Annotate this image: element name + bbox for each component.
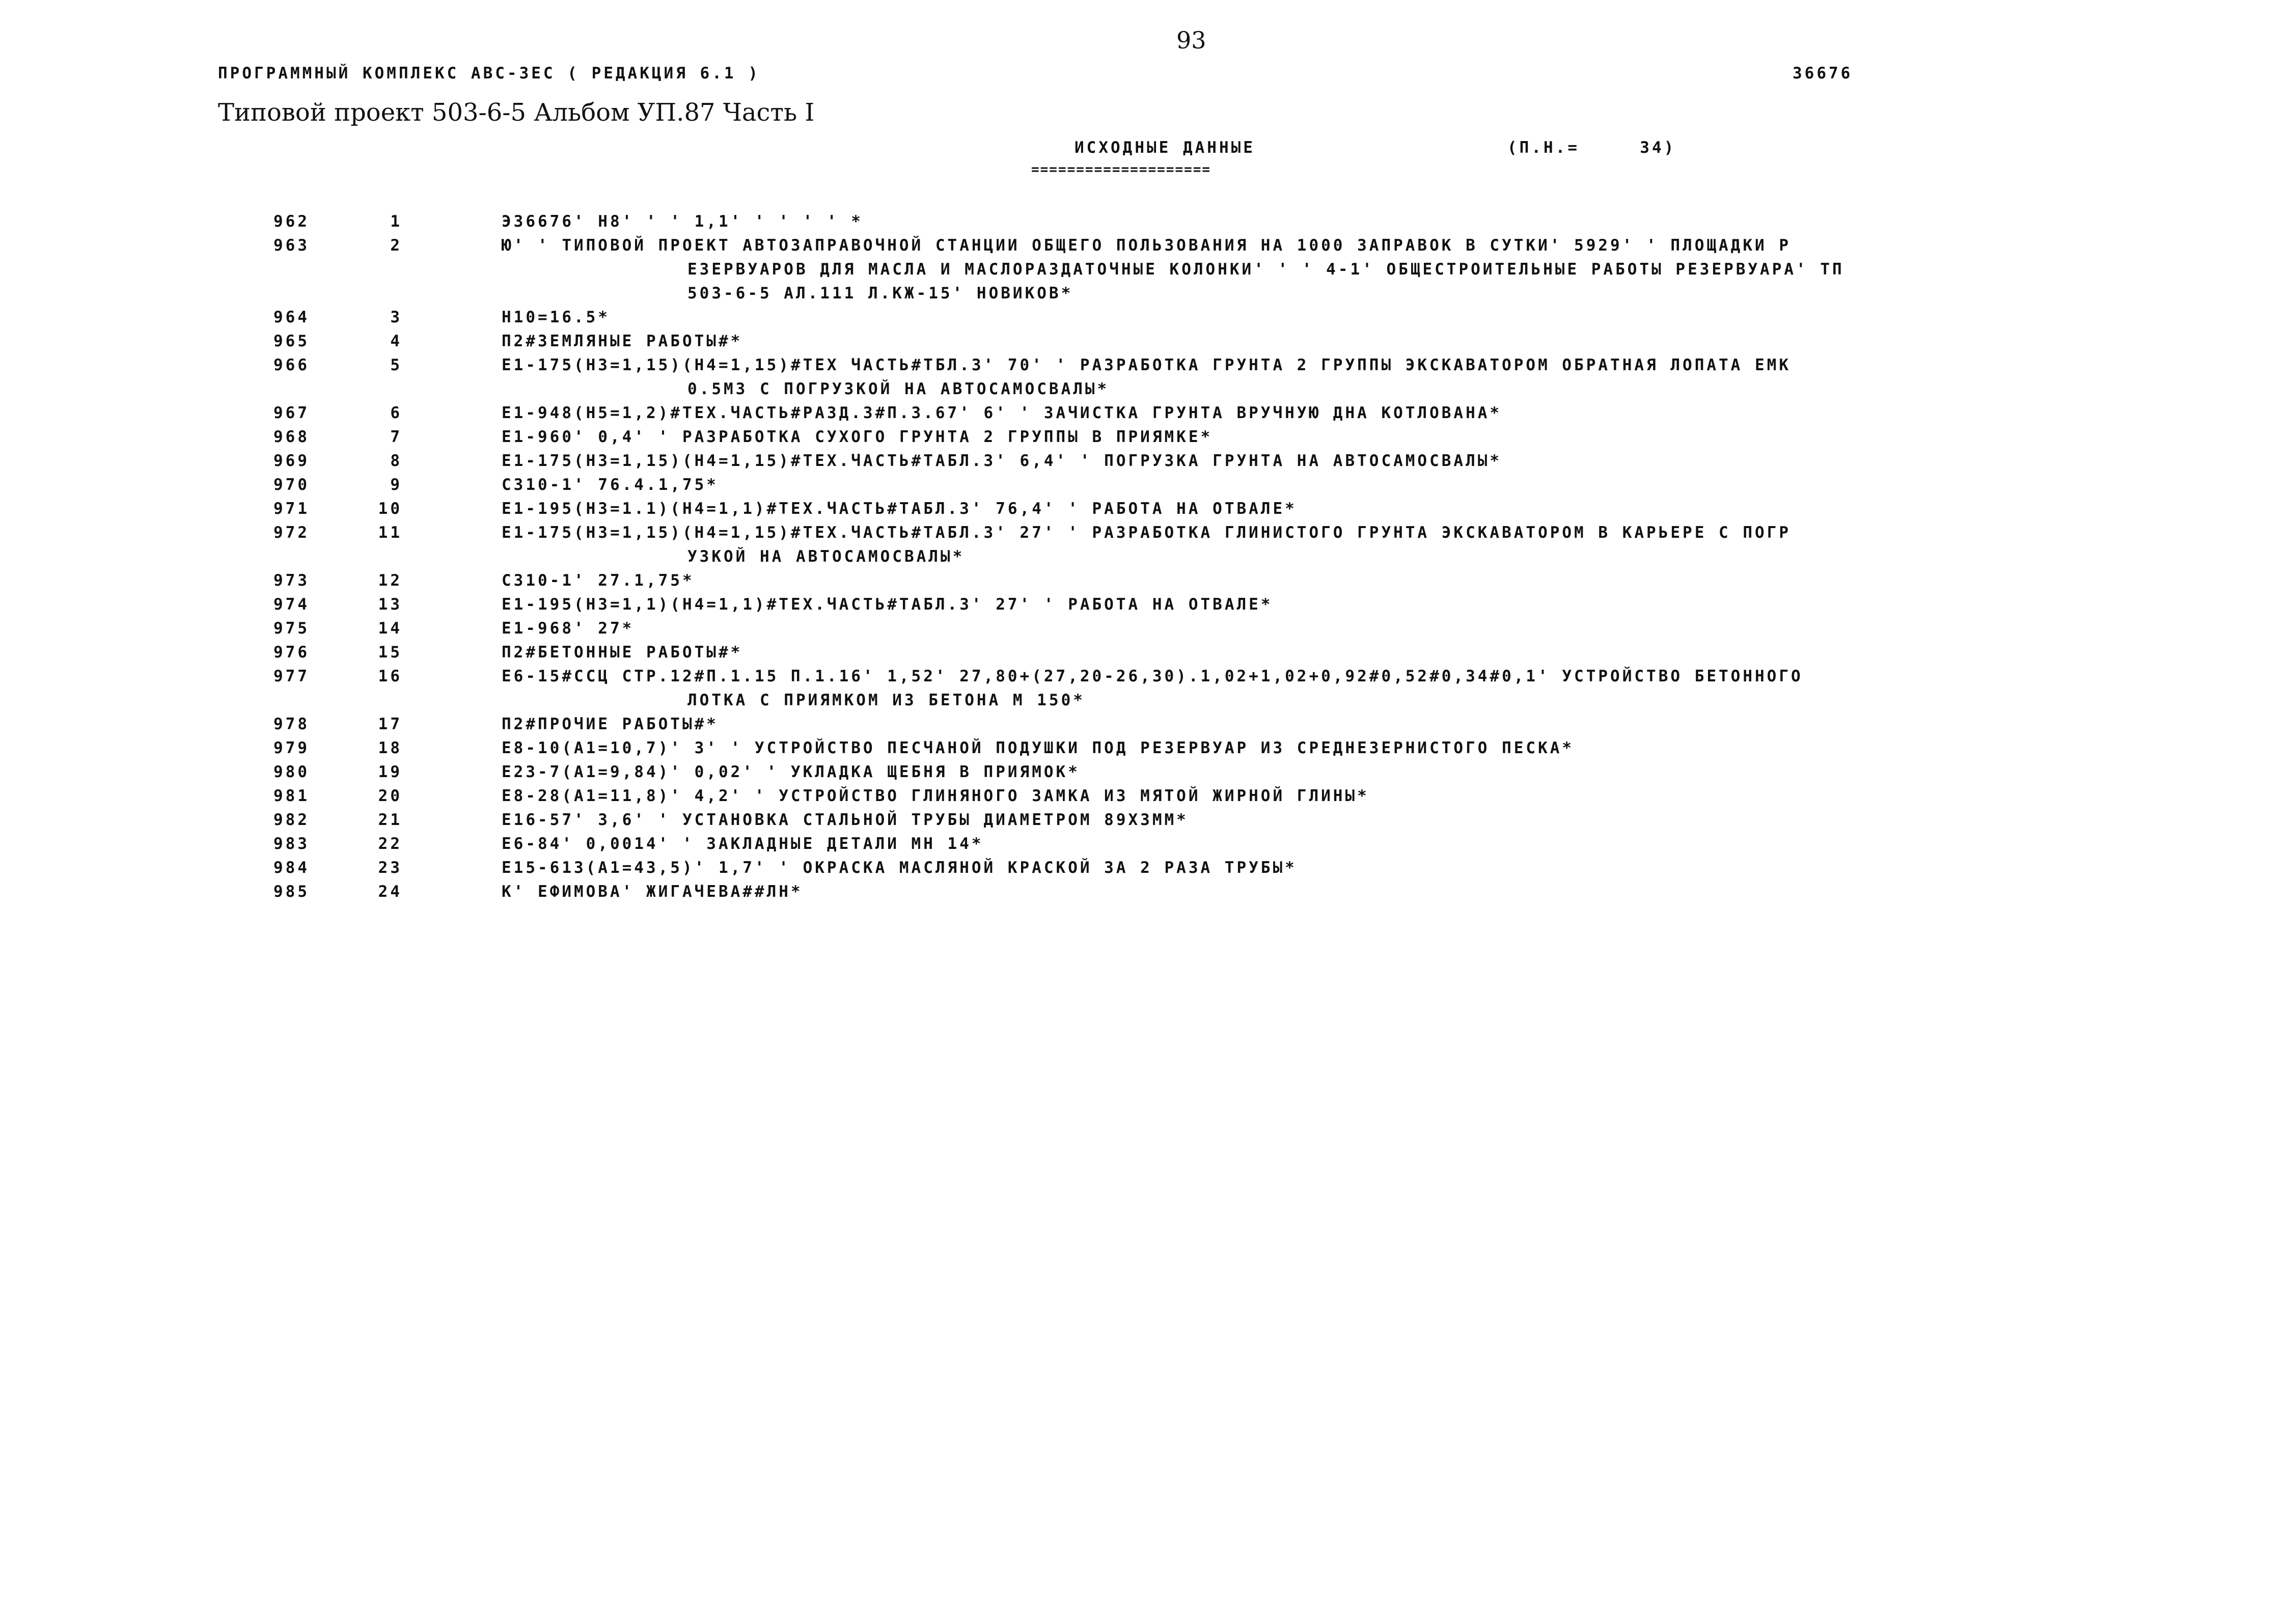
record-index: 21 — [378, 811, 402, 829]
listing-row — [0, 880, 2286, 904]
record-text — [502, 593, 2085, 617]
listing-row — [0, 856, 2286, 880]
record-index: 7 — [390, 428, 402, 446]
record-text — [502, 880, 2085, 904]
line-number: 974 — [273, 595, 310, 614]
record-index: 3 — [390, 308, 402, 326]
record-text-line: С310-1' 76.4.1,75* — [502, 476, 719, 494]
record-text-line: Е15-613(А1=43,5)' 1,7' ' ОКРАСКА МАСЛЯНОЙ КРАСКОЙ ЗА 2 РАЗА ТРУБЫ* — [502, 859, 1297, 877]
record-index: 1 — [390, 212, 402, 231]
line-number: 983 — [273, 835, 310, 853]
record-text — [502, 353, 2085, 401]
line-number: 971 — [273, 500, 310, 518]
listing-row — [0, 425, 2286, 449]
listing-row — [0, 712, 2286, 736]
record-text — [502, 449, 2085, 473]
record-index: 11 — [378, 524, 402, 542]
listing-row — [0, 665, 2286, 712]
record-text-line: Е1-960' 0,4' ' РАЗРАБОТКА СУХОГО ГРУНТА 2 ГРУППЫ В ПРИЯМКЕ* — [502, 428, 1213, 446]
record-index: 10 — [378, 500, 402, 518]
listing-row — [0, 832, 2286, 856]
listing-row — [0, 808, 2286, 832]
listing-row — [0, 234, 2286, 306]
listing-row — [0, 784, 2286, 808]
record-text-continuation: УЗКОЙ НА АВТОСАМОСВАЛЫ* — [687, 547, 965, 566]
record-text-line: П2#ЗЕМЛЯНЫЕ РАБОТЫ#* — [502, 332, 743, 350]
record-index: 17 — [378, 715, 402, 733]
record-index: 13 — [378, 595, 402, 614]
record-text — [502, 808, 2085, 832]
listing-row — [0, 449, 2286, 473]
record-text — [502, 832, 2085, 856]
record-text-line: Е23-7(А1=9,84)' 0,02' ' УКЛАДКА ЩЕБНЯ В ПРИЯМОК* — [502, 763, 1080, 781]
record-text-line: Е16-57' 3,6' ' УСТАНОВКА СТАЛЬНОЙ ТРУБЫ ДИАМЕТРОМ 89Х3ММ* — [502, 811, 1189, 829]
line-number: 978 — [273, 715, 310, 733]
page-number: 93 — [1176, 26, 1206, 54]
record-index: 24 — [378, 883, 402, 901]
section-title: ИСХОДНЫЕ ДАННЫЕ — [1075, 139, 1255, 157]
record-text — [502, 665, 2085, 712]
record-text-line: Е8-28(А1=11,8)' 4,2' ' УСТРОЙСТВО ГЛИНЯНОГО ЗАМКА ИЗ МЯТОЙ ЖИРНОЙ ГЛИНЫ* — [502, 787, 1369, 805]
record-text-line: К' ЕФИМОВА' ЖИГАЧЕВА##ЛН* — [502, 883, 803, 901]
record-index: 15 — [378, 643, 402, 662]
record-text-continuation: 0.5М3 С ПОГРУЗКОЙ НА АВТОСАМОСВАЛЫ* — [687, 380, 1110, 398]
record-text-line: С310-1' 27.1,75* — [502, 571, 695, 590]
line-number: 976 — [273, 643, 310, 662]
record-index: 20 — [378, 787, 402, 805]
line-number: 970 — [273, 476, 310, 494]
record-index: 16 — [378, 667, 402, 685]
record-index: 6 — [390, 404, 402, 422]
section-code: (П.Н.= 34) — [1507, 139, 1676, 157]
record-index: 2 — [390, 236, 402, 255]
record-text-line: Е1-175(Н3=1,15)(Н4=1,15)#ТЕХ.ЧАСТЬ#ТАБЛ.3' 27' ' РАЗРАБОТКА ГЛИНИСТОГО ГРУНТА ЭКСКАВАТОРОМ В КАРЬЕРЕ С ПОГР — [502, 524, 1792, 542]
record-index: 18 — [378, 739, 402, 757]
line-number: 985 — [273, 883, 310, 901]
project-title: Типовой проект 503-6-5 Альбом УП.87 Часть I — [218, 98, 815, 127]
record-text — [502, 736, 2085, 760]
listing-row — [0, 617, 2286, 641]
line-number: 963 — [273, 236, 310, 255]
listing-row — [0, 760, 2286, 784]
line-number: 967 — [273, 404, 310, 422]
listing-row — [0, 329, 2286, 353]
listing-row — [0, 210, 2286, 234]
record-text-line: П2#ПРОЧИЕ РАБОТЫ#* — [502, 715, 719, 733]
record-text — [502, 760, 2085, 784]
record-index: 19 — [378, 763, 402, 781]
line-number: 962 — [273, 212, 310, 231]
record-index: 9 — [390, 476, 402, 494]
record-text — [502, 641, 2085, 665]
line-number: 965 — [273, 332, 310, 350]
line-number: 982 — [273, 811, 310, 829]
record-index: 14 — [378, 619, 402, 638]
record-text — [502, 425, 2085, 449]
line-number: 975 — [273, 619, 310, 638]
record-text — [502, 569, 2085, 593]
line-number: 964 — [273, 308, 310, 326]
listing-row — [0, 497, 2286, 521]
listing-row — [0, 521, 2286, 569]
record-text — [502, 473, 2085, 497]
record-text — [502, 329, 2085, 353]
record-index: 4 — [390, 332, 402, 350]
record-text-line: П2#БЕТОННЫЕ РАБОТЫ#* — [502, 643, 743, 662]
record-text — [502, 856, 2085, 880]
line-number: 972 — [273, 524, 310, 542]
record-text — [502, 521, 2085, 569]
listing-row — [0, 353, 2286, 401]
line-number: 980 — [273, 763, 310, 781]
record-text-continuation: 503-6-5 АЛ.111 Л.КЖ-15' НОВИКОВ* — [687, 284, 1073, 302]
record-index: 23 — [378, 859, 402, 877]
record-index: 5 — [390, 356, 402, 374]
line-number: 968 — [273, 428, 310, 446]
record-text-line: Е1-175(Н3=1,15)(Н4=1,15)#ТЕХ ЧАСТЬ#ТБЛ.3' 70' ' РАЗРАБОТКА ГРУНТА 2 ГРУППЫ ЭКСКАВАТОРОМ ОБРАТНАЯ ЛОПАТА ЕМК — [502, 356, 1792, 374]
record-index: 8 — [390, 452, 402, 470]
listing-row — [0, 306, 2286, 329]
listing — [0, 210, 2286, 904]
listing-row — [0, 593, 2286, 617]
listing-row — [0, 473, 2286, 497]
line-number: 981 — [273, 787, 310, 805]
record-text-line: Ю' ' ТИПОВОЙ ПРОЕКТ АВТОЗАПРАВОЧНОЙ СТАНЦИИ ОБЩЕГО ПОЛЬЗОВАНИЯ НА 1000 ЗАПРАВОК В СУТКИ' 5929' ' ПЛОЩАДКИ Р — [502, 236, 1792, 255]
program-header: ПРОГРАММНЫЙ КОМПЛЕКС АВС-3ЕС ( РЕДАКЦИЯ 6.1 ) — [218, 64, 760, 82]
record-text-line: Е8-10(А1=10,7)' 3' ' УСТРОЙСТВО ПЕСЧАНОЙ ПОДУШКИ ПОД РЕЗЕРВУАР ИЗ СРЕДНЕЗЕРНИСТОГО ПЕСКА* — [502, 739, 1575, 757]
record-text — [502, 306, 2085, 329]
record-text — [502, 234, 2085, 306]
line-number: 973 — [273, 571, 310, 590]
record-text-line: Е1-195(Н3=1,1)(Н4=1,1)#ТЕХ.ЧАСТЬ#ТАБЛ.3' 27' ' РАБОТА НА ОТВАЛЕ* — [502, 595, 1273, 614]
line-number: 977 — [273, 667, 310, 685]
record-index: 22 — [378, 835, 402, 853]
listing-row — [0, 401, 2286, 425]
record-text-line: Е1-175(Н3=1,15)(Н4=1,15)#ТЕХ.ЧАСТЬ#ТАБЛ.3' 6,4' ' ПОГРУЗКА ГРУНТА НА АВТОСАМОСВАЛЫ* — [502, 452, 1502, 470]
record-text — [502, 784, 2085, 808]
record-text — [502, 617, 2085, 641]
line-number: 969 — [273, 452, 310, 470]
record-text-line: Н10=16.5* — [502, 308, 610, 326]
section-underline: ==================== — [1031, 162, 1211, 177]
record-text-continuation: ЕЗЕРВУАРОВ ДЛЯ МАСЛА И МАСЛОРАЗДАТОЧНЫЕ КОЛОНКИ' ' ' 4-1' ОБЩЕСТРОИТЕЛЬНЫЕ РАБОТЫ РЕЗЕРВУАРА' ТП — [687, 260, 1844, 279]
listing-row — [0, 569, 2286, 593]
record-text-line: Е1-948(Н5=1,2)#ТЕХ.ЧАСТЬ#РАЗД.3#П.3.67' 6' ' ЗАЧИСТКА ГРУНТА ВРУЧНУЮ ДНА КОТЛОВАНА* — [502, 404, 1502, 422]
record-text — [502, 497, 2085, 521]
record-text — [502, 712, 2085, 736]
listing-row — [0, 736, 2286, 760]
record-text-continuation: ЛОТКА С ПРИЯМКОМ ИЗ БЕТОНА М 150* — [687, 691, 1085, 709]
record-text-line: Э36676' Н8' ' ' 1,1' ' ' ' ' * — [502, 212, 863, 231]
record-index: 12 — [378, 571, 402, 590]
record-text — [502, 401, 2085, 425]
record-text-line: Е1-195(Н3=1.1)(Н4=1,1)#ТЕХ.ЧАСТЬ#ТАБЛ.3' 76,4' ' РАБОТА НА ОТВАЛЕ* — [502, 500, 1297, 518]
line-number: 966 — [273, 356, 310, 374]
line-number: 984 — [273, 859, 310, 877]
line-number: 979 — [273, 739, 310, 757]
record-text — [502, 210, 2085, 234]
document-number: 36676 — [1793, 64, 1853, 82]
record-text-line: Е6-84' 0,0014' ' ЗАКЛАДНЫЕ ДЕТАЛИ МН 14* — [502, 835, 984, 853]
listing-row — [0, 641, 2286, 665]
record-text-line: Е1-968' 27* — [502, 619, 635, 638]
record-text-line: Е6-15#ССЦ СТР.12#П.1.15 П.1.16' 1,52' 27,80+(27,20-26,30).1,02+1,02+0,92#0,52#0,34#0,1' УСТРОЙСТВО БЕТОННОГО — [502, 667, 1803, 685]
